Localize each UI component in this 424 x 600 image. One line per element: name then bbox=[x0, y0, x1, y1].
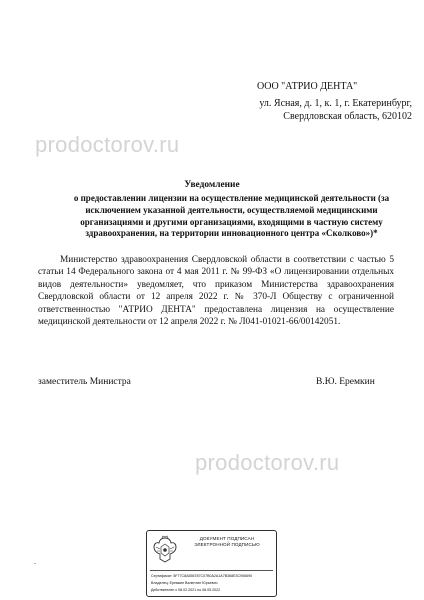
stamp-divider bbox=[150, 570, 273, 571]
signatory-name: В.Ю. Еремкин bbox=[316, 377, 375, 387]
recipient-address bbox=[232, 97, 412, 123]
stamp-owner: Владелец: Еремкин Валентин Юрьевич bbox=[151, 581, 218, 585]
electronic-signature-stamp bbox=[146, 530, 277, 597]
notice-title: Уведомление bbox=[184, 180, 240, 190]
margin-mark: . bbox=[34, 557, 36, 566]
watermark-bottom: prodoctorov.ru bbox=[195, 450, 340, 475]
notice-body: Министерство здравоохранения Свердловской области в соответствии с частью 5 статьи 14 Федерального закона от 4 мая 2011 г. № 99-ФЗ «О лицензировании отдельных видов деятельности» уведомляет, что приказом Министерства здравоохранения Свердловской области от 12 апреля 2022 г. № 370-Л Обществу с ограниченной ответственностью "АТРИО ДЕНТА" предоставлена лицензия на осуществление медицинской деятельности от 12 апреля 2022 г. № Л041-01021-66/00142051. bbox=[38, 255, 394, 328]
stamp-certificate: Сертификат: 5F77C8A556787C07B0A2A1A7B368E3C906690 bbox=[151, 574, 253, 578]
signatory-role: заместитель Министра bbox=[38, 377, 131, 387]
recipient-address-line1: ул. Ясная, д. 1, к. 1, г. Екатеринбург, bbox=[259, 98, 412, 109]
recipient-name: ООО "АТРИО ДЕНТА" bbox=[257, 81, 358, 92]
notice-subtitle: о предоставлении лицензии на осуществление медицинской деятельности (за исключением указанной деятельности, осуществляемой медицинскими организациями и другими организациями, входящими в частную систему здравоохранения, на территории инновационного центра «Сколково»)* bbox=[73, 193, 390, 239]
watermark-top: prodoctorov.ru bbox=[35, 132, 180, 157]
stamp-validity: Действителен с 08.02.2021 по 08.05.2022 bbox=[151, 588, 221, 592]
coat-of-arms-icon bbox=[151, 535, 179, 565]
recipient-address-line2: Свердловская область, 620102 bbox=[283, 111, 412, 122]
stamp-heading-line1: ДОКУМЕНТ ПОДПИСАН bbox=[199, 536, 255, 541]
stamp-heading bbox=[181, 536, 273, 548]
stamp-heading-line2: ЭЛЕКТРОННОЙ ПОДПИСЬЮ bbox=[194, 542, 260, 547]
